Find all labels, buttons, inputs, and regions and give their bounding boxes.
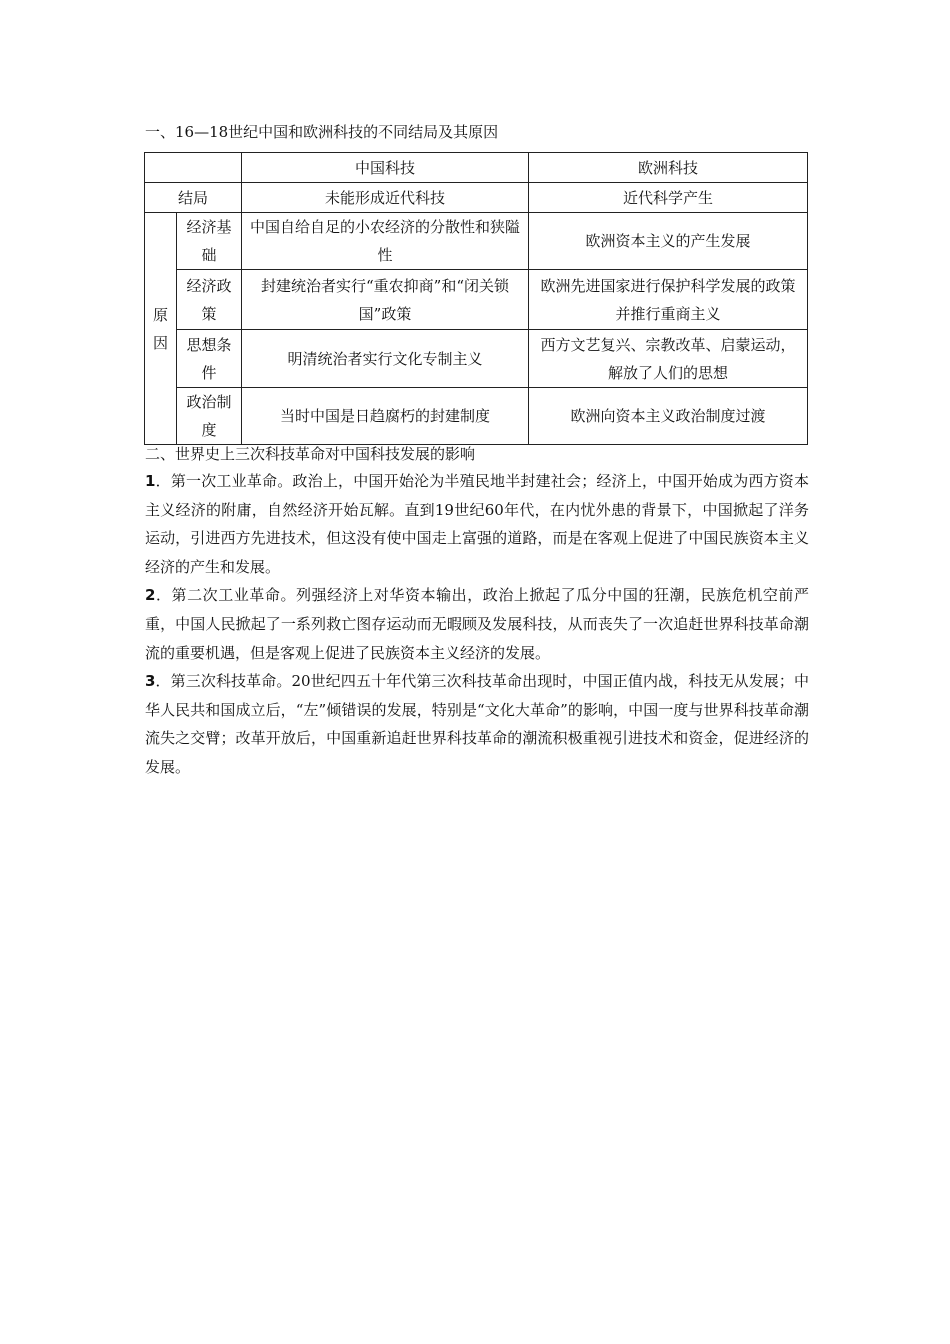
result-label: 结局: [145, 183, 242, 213]
section-1-heading: 一、16—18世纪中国和欧洲科技的不同结局及其原因: [145, 123, 499, 141]
cell-europe: 西方文艺复兴、宗教改革、启蒙运动，解放了人们的思想: [529, 330, 808, 388]
row-label: 思想条件: [177, 330, 242, 388]
table-row-result: [145, 183, 808, 213]
cell-china: 明清统治者实行文化专制主义: [242, 330, 529, 388]
impact-item-1: [145, 467, 809, 581]
item-number: 2: [145, 586, 156, 605]
table-row-ideology: [145, 330, 808, 388]
table-corner-cell: [145, 153, 242, 183]
item-number: 3: [145, 672, 156, 691]
header-europe: 欧洲科技: [529, 153, 808, 183]
header-china: 中国科技: [242, 153, 529, 183]
comparison-table: [144, 152, 808, 445]
impact-list: [145, 467, 809, 782]
section-2-heading: 二、世界史上三次科技革命对中国科技发展的影响: [145, 445, 476, 463]
table-row-economic-base: [145, 213, 808, 270]
cell-europe: 欧洲先进国家进行保护科学发展的政策并推行重商主义: [529, 270, 808, 330]
item-number: 1: [145, 472, 156, 490]
cell-china: 当时中国是日趋腐朽的封建制度: [242, 388, 529, 445]
row-label: 政治制度: [177, 388, 242, 445]
row-label: 经济政策: [177, 270, 242, 330]
item-text: ．第一次工业革命。政治上，中国开始沦为半殖民地半封建社会；经济上，中国开始成为西方资本主义经济的附庸，自然经济开始瓦解。直到19世纪60年代，在内忧外患的背景下，中国掀起了洋务运动，引进西方先进技术，但这没有使中国走上富强的道路，而是在客观上促进了中国民族资本主义经济的产生和发展。: [145, 472, 809, 576]
table-row-political-system: [145, 388, 808, 445]
impact-item-2: [145, 581, 809, 667]
impact-item-3: [145, 667, 809, 781]
row-label: 经济基础: [177, 213, 242, 270]
result-europe: 近代科学产生: [529, 183, 808, 213]
table-row-economic-policy: [145, 270, 808, 330]
item-text: ．第二次工业革命。列强经济上对华资本输出，政治上掀起了瓜分中国的狂潮，民族危机空前严重，中国人民掀起了一系列救亡图存运动而无暇顾及发展科技，从而丧失了一次追赶世界科技革命潮流的重要机遇，但是客观上促进了民族资本主义经济的发展。: [145, 586, 809, 662]
result-china: 未能形成近代科技: [242, 183, 529, 213]
cell-china: 封建统治者实行“重农抑商”和“闭关锁国”政策: [242, 270, 529, 330]
cell-china: 中国自给自足的小农经济的分散性和狭隘性: [242, 213, 529, 270]
table-header-row: [145, 153, 808, 183]
reason-label: 原因: [145, 213, 177, 445]
item-text: ．第三次科技革命。20世纪四五十年代第三次科技革命出现时，中国正值内战，科技无从发展；中华人民共和国成立后，“左”倾错误的发展，特别是“文化大革命”的影响，中国一度与世界科技革命潮流失之交臂；改革开放后，中国重新追赶世界科技革命的潮流积极重视引进技术和资金，促进经济的发展。: [145, 672, 809, 776]
cell-europe: 欧洲向资本主义政治制度过渡: [529, 388, 808, 445]
cell-europe: 欧洲资本主义的产生发展: [529, 213, 808, 270]
